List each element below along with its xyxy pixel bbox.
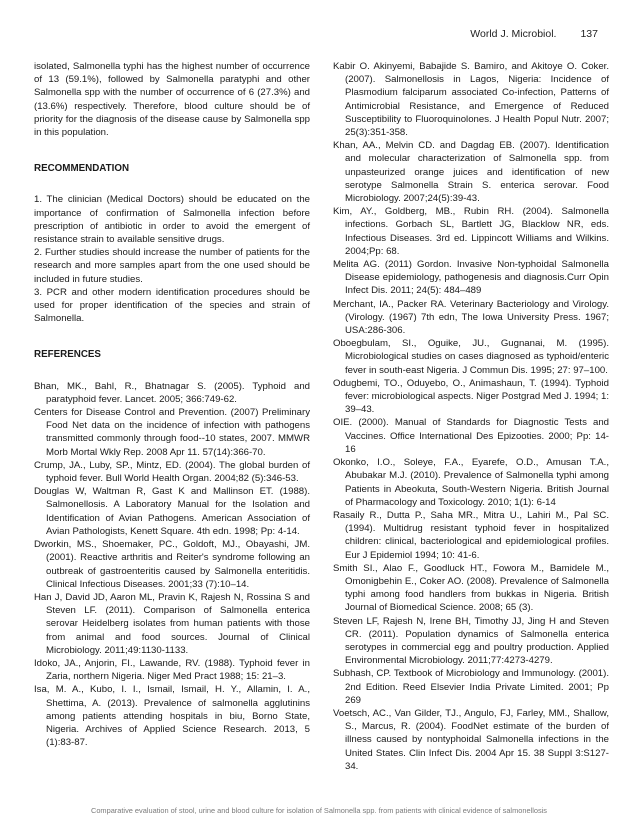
reference-entry: Douglas W, Waltman R, Gast K and Mallinson ET. (1988). Salmonellosis. A Laboratory Manual for the Isolation and Identification of Avian Pathogens. American Association of Avian Pathologists, Kenett Square. 4th edn. 1998; Pp: 4-14. — [34, 486, 310, 537]
reference-entry: Khan, AA., Melvin CD. and Dagdag EB. (2007). Identification and molecular characterization of Salmonella spp. from unpasteurized orange juices and identification of new serotype Salmonella Strain S. enterica serovar. Food Microbiology. 2007;24(5):39-43. — [333, 140, 609, 205]
reference-entry: Han J, David JD, Aaron ML, Pravin K, Rajesh N, Rossina S and Steven LF. (2011). Comparison of Salmonella enterica serovar Heidelberg isolates from human patients with those from animal and food sources. Journal of Clinical Microbiology. 2011;49:1130-1133. — [34, 591, 310, 656]
reference-entry: Odugbemi, TO., Oduyebo, O., Animashaun, T. (1994). Typhoid fever: microbiological aspects. Niger Postgrad Med J. 1994; 1: 39–43. — [333, 377, 609, 416]
recommendation-item: 1. The clinician (Medical Doctors) should be educated on the importance of confirmation of Salmonella infection before prescription of antibiotic in order to avoid the emergent of resistance strain to available sensitive drugs. — [34, 194, 310, 246]
reference-entry: Crump, JA., Luby, SP., Mintz, ED. (2004). The global burden of typhoid fever. Bull World Health Organ. 2004;82 (5):346-53. — [34, 459, 310, 485]
recommendation-item: 3. PCR and other modern identification procedures should be used for proper identification of the species and strain of Salmonella. — [34, 286, 310, 325]
reference-entry: Kabir O. Akinyemi, Babajide S. Bamiro, and Akitoye O. Coker. (2007). Salmonellosis in Lagos, Nigeria: Incidence of Plasmodium falciparum associated Co-infection, Patterns of Antimicrobial Resistance, and Emergence of Reduced Susceptibility to Fluoroquinolones. J Health Popul Nutr. 2007; 25(3):351-358. — [333, 61, 609, 139]
running-header — [470, 28, 598, 40]
right-column — [333, 60, 609, 773]
reference-entry: Steven LF, Rajesh N, Irene BH, Timothy JJ, Jing H and Steven CR. (2011). Population dynamics of Salmonella enterica serotypes in commercial egg and poultry production. Applied Environmental Microbiology. 2011;77:4273-4279. — [333, 615, 609, 667]
reference-entry: OIE. (2000). Manual of Standards for Diagnostic Tests and Vaccines. Office International Des Epizooties. 2000; Pp: 14-16 — [333, 417, 609, 455]
reference-entry: Idoko, JA., Anjorin, FI., Lawande, RV. (1988). Typhoid fever in Zaria, northern Nigeria. Niger Med Pract 1988; 15: 21–3. — [34, 657, 310, 683]
reference-entry: Melita AG. (2011) Gordon. Invasive Non-typhoidal Salmonella Disease epidemiology, pathogenesis and diagnosis.Curr Opin Infect Dis. 2011; 24(5): 484–489 — [333, 259, 609, 297]
left-column — [34, 60, 310, 749]
reference-entry: Subhash, CP. Textbook of Microbiology and Immunology. (2001). 2nd Edition. Reed Elsevier India Private Limited. 2001; Pp 269 — [333, 668, 609, 706]
reference-entry: Voetsch, AC., Van Gilder, TJ., Angulo, FJ, Farley, MM., Shallow, S., Marcus, R. (2004). FoodNet estimate of the burden of illness caused by nontyphoidal Salmonella infections in the United States. Clin Infect Dis. 2004 Apr 15. 38 Suppl 3:S127-34. — [333, 707, 609, 772]
reference-entry: Oboegbulam, SI., Oguike, JU., Gugnanai, M. (1995). Microbiological studies on cases diagnosed as typhoid/enteric fever in south-east Nigeria. J Commun Dis. 1995; 27: 97–100. — [333, 338, 609, 376]
reference-entry: Centers for Disease Control and Prevention. (2007) Preliminary Food Net data on the incidence of infection with pathogens transmitted commonly through food--10 states, 2007. MMWR Morb Mortal Wkly Rep. 2008 Apr 11. 57(14):366-70. — [34, 407, 310, 458]
page-number: 137 — [580, 28, 598, 40]
recommendation-list — [34, 193, 310, 325]
references-list-right — [333, 60, 609, 773]
references-list-left — [34, 380, 310, 750]
reference-entry: Smith SI., Alao F., Goodluck HT., Fowora M., Bamidele M., Omonigbehin E., Coker AO. (2008). Prevalence of Salmonella typhi among food handlers from bukkas in Nigeria. British Journal of Biomedical Science. 2008; 65 (3). — [333, 562, 609, 614]
reference-entry: Rasaily R., Dutta P., Saha MR., Mitra U., Lahiri M., Pal SC. (1994). Multidrug resistant typhoid fever in hospitalized children: clinical, bacteriological and epidemiological profiles. Eur J Epidemiol 1994; 10: 41-6. — [333, 509, 609, 561]
reference-entry: Merchant, IA., Packer RA. Veterinary Bacteriology and Virology. (Virology. (1967) 7th edn, The Iowa University Press. 1967; USA:286-306. — [333, 298, 609, 337]
references-heading: REFERENCES — [34, 349, 101, 361]
intro-paragraph: isolated, Salmonella typhi has the highest number of occurrence of 13 (59.1%), followed by Salmonella paratyphi and other Salmonella spp with the number of occurrence of 6 (27.3%) and (13.6%) respectively. Therefore, blood culture should be of priority for the diagnosis of the disease cause by Salmonella spp in this population. — [34, 61, 310, 139]
reference-entry: Kim, AY., Goldberg, MB., Rubin RH. (2004). Salmonella infections. Gorbach SL, Bartlett JG, Blacklow NR, eds. Infectious Diseases. 3rd ed. Lippincott Williams and Wilkins. 2004;Pp: 68. — [333, 206, 609, 257]
reference-entry: Bhan, MK., Bahl, R., Bhatnagar S. (2005). Typhoid and paratyphoid fever. Lancet. 2005; 366:749-62. — [34, 380, 310, 405]
reference-entry: Isa, M. A., Kubo, I. I., Ismail, Ismail, H. Y., Allamin, I. A., Shettima, A. (2013). Prevalence of salmonella agglutinins among patients attending hospitals in biu, Borno State, Nigeria. Archives of Applied Science Research. 2013, 5 (1):83-87. — [34, 684, 310, 749]
page-footer: Comparative evaluation of stool, urine and blood culture for isolation of Salmonella spp. from patients with clinical evidence of salmonellosis — [90, 806, 547, 815]
recommendation-heading: RECOMMENDATION — [34, 163, 130, 175]
reference-entry: Okonko, I.O., Soleye, F.A., Eyarefe, O.D., Amusan T.A., Abubakar M.J. (2010). Prevalence of Salmonella typhi among Patients in Abeokuta, South-Western Nigeria. British Journal of Pharmacology and Toxicology. 2010; 1(1): 6-14 — [333, 457, 609, 508]
reference-entry: Dworkin, MS., Shoemaker, PC., Goldoft, MJ., Obayashi, JM. (2001). Reactive arthritis and Reiter's syndrome following an outbreak of gastroenteritis caused by Salmonella enteritidis. Clinical Infectious Diseases. 2001;33 (7):10–14. — [34, 539, 310, 590]
journal-name: World J. Microbiol. — [470, 28, 557, 40]
recommendation-item: 2. Further studies should increase the number of patients for the research and more samples apart from the one used should be included in future studies. — [34, 247, 310, 285]
